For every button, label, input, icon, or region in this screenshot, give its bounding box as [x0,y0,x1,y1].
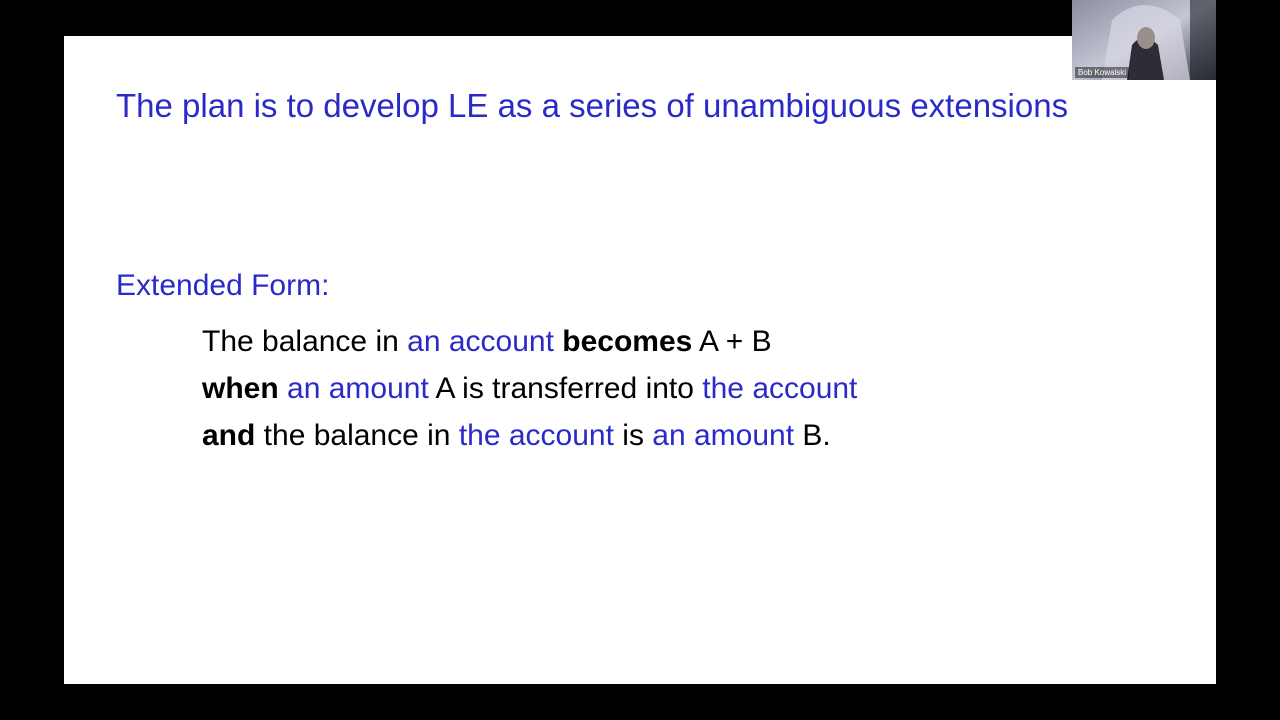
rule-text: the balance in [255,419,459,452]
rule-text [554,325,562,358]
rule-term: the account [702,372,858,405]
rule-keyword: becomes [562,325,693,358]
rule-term: an amount [652,419,795,452]
rule-keyword: and [202,419,256,452]
participant-video-thumbnail[interactable] [1072,0,1216,80]
slide-title: The plan is to develop LE as a series of unambiguous extensions [116,87,1069,124]
rule-keyword: when [202,372,279,405]
rule-text [279,372,287,405]
rule-text: is [613,419,653,452]
rule-text: The balance in [202,325,408,358]
rule-text: A + B [692,325,772,358]
rule-line [202,412,857,459]
rule-term: an amount [287,372,429,405]
rule-text: A is transferred into [428,372,703,405]
rule-line [202,318,857,365]
rule-text: B. [794,419,831,452]
section-heading: Extended Form: [116,269,330,302]
rule-line [202,365,857,412]
shared-slide [64,36,1216,684]
rule-term: the account [458,419,614,452]
participant-name-label: Bob Kowalski [1075,67,1129,78]
rule-text-block [202,318,857,459]
rule-term: an account [407,325,554,358]
